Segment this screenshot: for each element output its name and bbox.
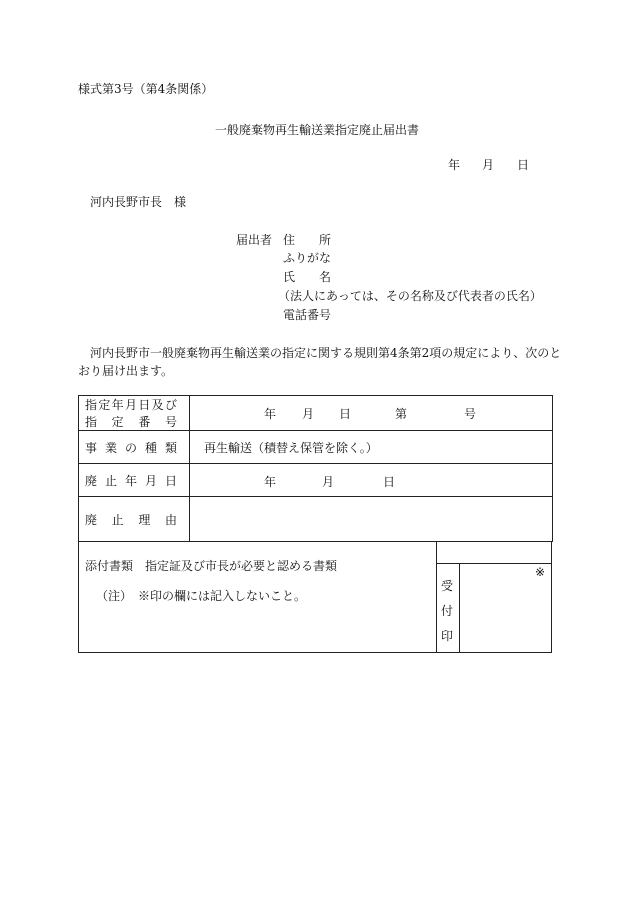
designation-label-line2: 指 定 番 号: [85, 415, 177, 429]
abolition-date-label: 廃 止 年 月 日: [79, 464, 190, 497]
attachments-text: 添付書類 指定証及び市長が必要と認める書類: [85, 559, 338, 573]
receipt-stamp-area[interactable]: [460, 564, 551, 652]
body-text-line1: 河内長野市一般廃棄物再生輸送業の指定に関する規則第4条第2項の規定により、次のと: [90, 346, 562, 360]
attachments-box: [78, 541, 552, 653]
designation-day: 日: [339, 407, 352, 421]
addressee: 河内長野市長 様: [90, 195, 187, 209]
applicant-furigana-label: ふりがな: [283, 251, 332, 265]
table-row-abolition-date: [79, 464, 553, 497]
receipt-char-1: 受: [441, 579, 454, 593]
designation-year: 年: [264, 407, 277, 421]
attachments-note: （注） ※印の欄には記入しないこと。: [96, 589, 307, 603]
form-number: 様式第3号（第4条関係）: [78, 82, 214, 96]
receipt-divider-left: [436, 541, 437, 652]
abolition-year: 年: [264, 475, 277, 489]
abolition-reason-value[interactable]: [190, 497, 553, 542]
abolition-date-value[interactable]: [190, 464, 553, 497]
designation-label: [79, 396, 190, 431]
table-row-business-type: [79, 431, 553, 464]
body-text-line2: おり届け出ます。: [78, 364, 174, 378]
designation-value[interactable]: [190, 396, 553, 431]
table-row-abolition-reason: [79, 497, 553, 542]
applicant-label: 届出者: [236, 233, 273, 247]
receipt-char-3: 印: [441, 629, 454, 643]
applicant-phone-label: 電話番号: [283, 308, 332, 322]
receipt-char-2: 付: [441, 604, 454, 618]
receipt-mark: ※: [535, 565, 546, 579]
abolition-month: 月: [322, 475, 335, 489]
notification-table: [78, 395, 553, 542]
designation-label-line1: 指 定 年 月 日 及 び: [85, 398, 177, 412]
date-year: 年: [448, 158, 461, 172]
applicant-corp-note: （法人にあっては、その名称及び代表者の氏名）: [278, 289, 542, 303]
abolition-day: 日: [383, 475, 396, 489]
business-type-label: 事 業 の 種 類: [79, 431, 190, 464]
business-type-value: 再生輸送（積替え保管を除く。）: [190, 431, 553, 464]
applicant-name-label: 氏 名: [283, 270, 332, 284]
applicant-address-label: 住 所: [283, 233, 332, 247]
designation-go: 号: [464, 407, 477, 421]
abolition-reason-label: 廃 止 理 由: [79, 497, 190, 542]
table-row-designation: [79, 396, 553, 431]
date-month: 月: [482, 158, 495, 172]
date-day: 日: [517, 158, 530, 172]
designation-dai: 第: [395, 407, 408, 421]
document-title: 一般廃棄物再生輸送業指定廃止届出書: [215, 123, 420, 137]
designation-month: 月: [302, 407, 315, 421]
